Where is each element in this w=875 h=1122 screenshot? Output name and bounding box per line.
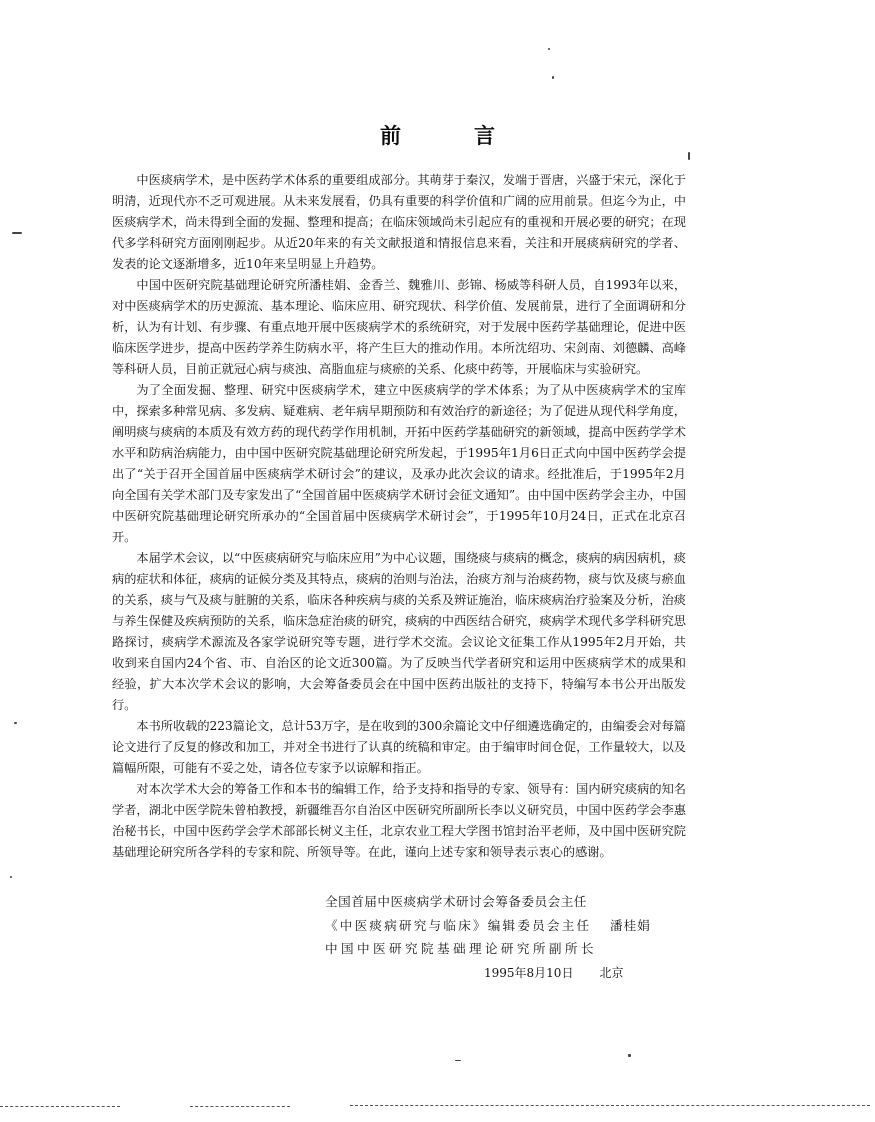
paragraph-4: 本届学术会议，以“中医痰病研究与临床应用”为中心议题，围绕痰与痰病的概念，痰病的病因病机，痰病的症状和体征，痰病的证候分类及其特点，痰病的治则与治法，治痰方剂与治痰药物，痰与饮及痰与瘀血的关系，痰与气及痰与脏腑的关系，临床各种疾病与痰的关系及辨证施治，临床痰病治疗验案及分析，治痰与养生保健及疾病预防的关系，临床急症治痰的研究，痰病的中西医结合研究，痰病学术现代多学科研究思路探讨，痰病学术源流及各家学说研究等专题，进行学术交流。会议论文征集工作从1995年2月开始，共收到来自国内24个省、市、自治区的论文近300篇。为了反映当代学者研究和运用中医痰病学术的成果和经验，扩大本次学术会议的影响，大会筹备委员会在中国中医药出版社的支持下，特编写本书公开出版发行。	[112, 551, 686, 712]
signature-block	[325, 890, 685, 961]
scan-speck	[455, 1060, 461, 1061]
scan-speck	[688, 152, 690, 160]
signature-title-3: 中国中医研究院基础理论研究所副所长	[325, 941, 597, 956]
date-line	[484, 964, 623, 981]
paragraph-3: 为了全面发掘、整理、研究中医痰病学术，建立中医痰病学的学术体系；为了从中医痰病学术的宝库中，探索多种常见病、多发病、疑难病、老年病早期预防和有效治疗的新途径；为了促进从现代科学角度，阐明痰与痰病的本质及有效方药的现代药学作用机制，开拓中医药学基础研究的新领域，提高中医药学学术水平和防病治病能力，由中国中医研究院基础理论研究所发起，于1995年1月6日正式向中国中医药学会提出了“关于召开全国首届中医痰病学术研讨会”的建议，及承办此次会议的请求。经批准后，于1995年2月向全国有关学术部门及专家发出了“全国首届中医痰病学术研讨会征文通知”。由中国中医药学会主办，中国中医研究院基础理论研究所承办的“全国首届中医痰病学术研讨会”，于1995年10月24日，正式在北京召开。	[112, 383, 686, 544]
scan-speck	[628, 1054, 631, 1057]
scan-artifact-line	[190, 1106, 290, 1107]
signature-name: 潘桂娟	[610, 917, 651, 933]
scan-artifact-line	[0, 1106, 120, 1107]
date-text: 1995年8月10日	[484, 966, 574, 980]
signature-title-2: 《中医痰病研究与临床》编辑委员会主任	[325, 917, 592, 933]
scan-speck	[548, 48, 550, 50]
paragraph-5: 本书所收载的223篇论文，总计53万字，是在收到的300余篇论文中仔细遴选确定的，由编委会对每篇论文进行了反复的修改和加工，并对全书进行了认真的统稿和审定。由于编审时间仓促，工作量较大，以及篇幅所限，可能有不妥之处，请各位专家予以谅解和指正。	[112, 719, 686, 775]
paragraph-2: 中国中医研究院基础理论研究所潘桂娟、金香兰、魏雅川、彭锦、杨威等科研人员，自1993年以来，对中医痰病学术的历史源流、基本理论、临床应用、研究现状、科学价值、发展前景，进行了全面调研和分析，认为有计划、有步骤、有重点地开展中医痰病学术的系统研究，对于发展中医药学基础理论，促进中医临床医学进步，提高中医药学养生防病水平，将产生巨大的推动作用。本所沈绍功、宋剑南、刘德麟、高峰等科研人员，目前正就冠心病与痰浊、高脂血症与痰瘀的关系、化痰中药等，开展临床与实验研究。	[112, 278, 686, 376]
paragraph-6: 对本次学术大会的筹备工作和本书的编辑工作，给予支持和指导的专家、领导有：国内研究痰病的知名学者，湖北中医学院朱曾柏教授，新疆维吾尔自治区中医研究所副所长李以义研究员，中国中医药学会李惠治秘书长，中国中医药学会学术部部长树义主任，北京农业工程大学图书馆封治平老师，及中国中医研究院基础理论研究所各学科的专家和院、所领导等。在此，谨向上述专家和领导表示衷心的感谢。	[112, 782, 686, 859]
scan-speck	[14, 722, 17, 724]
page-title: 前 言	[380, 124, 521, 148]
signature-title-1: 全国首届中医痰病学术研讨会筹备委员会主任	[325, 894, 587, 909]
scan-speck	[552, 76, 554, 79]
paragraph-1: 中医痰病学术，是中医药学术体系的重要组成部分。其萌芽于秦汉，发端于晋唐，兴盛于宋元，深化于明清，近现代亦不乏可观进展。从未来发展看，仍具有重要的科学价值和广阔的应用前景。但迄今为止，中医痰病学术，尚未得到全面的发掘、整理和提高；在临床领域尚未引起应有的重视和开展必要的研究；在现代多学科研究方面刚刚起步。从近20年来的有关文献报道和情报信息来看，关注和开展痰病研究的学者、发表的论文逐渐增多，近10年来呈明显上升趋势。	[112, 173, 686, 271]
scan-artifact-line	[350, 1105, 870, 1106]
preface-body	[112, 170, 686, 863]
date-place: 北京	[599, 966, 624, 980]
scan-speck	[12, 232, 22, 234]
scan-speck	[10, 876, 12, 878]
